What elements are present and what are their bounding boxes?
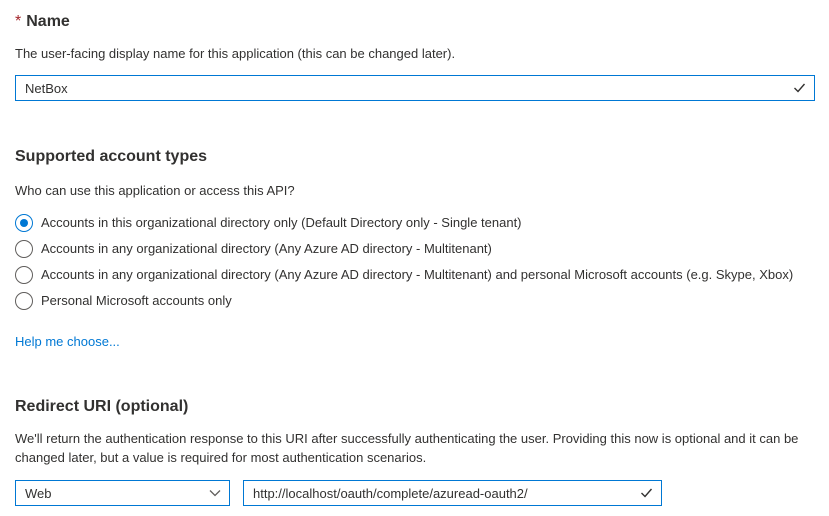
redirect-uri-inputs-row xyxy=(15,480,815,506)
name-section xyxy=(15,11,815,101)
radio-label: Personal Microsoft accounts only xyxy=(41,293,232,308)
account-types-title: Supported account types xyxy=(15,148,208,165)
redirect-uri-title: Redirect URI (optional) xyxy=(15,398,189,415)
radio-label: Accounts in any organizational directory (Any Azure AD directory - Multitenant) and personal Microsoft accounts (e.g. Skype, Xbox) xyxy=(41,267,794,282)
radio-button[interactable] xyxy=(15,266,33,284)
name-field-wrapper xyxy=(15,75,815,101)
redirect-uri-description: We'll return the authentication response to this URI after successfully authenticating the user. Providing this now is optional and it can be changed later, but a value is required for most authentication scenarios. xyxy=(15,431,799,465)
platform-select[interactable] xyxy=(15,480,230,506)
name-label xyxy=(15,11,815,32)
help-me-choose-link[interactable]: Help me choose... xyxy=(15,334,120,349)
account-types-question: Who can use this application or access this API? xyxy=(15,183,295,198)
radio-option-multitenant[interactable] xyxy=(15,236,815,262)
chevron-down-icon xyxy=(209,489,221,497)
required-asterisk: * xyxy=(15,13,22,30)
radio-option-personal-only[interactable] xyxy=(15,288,815,314)
platform-select-value: Web xyxy=(25,485,52,501)
redirect-uri-input[interactable] xyxy=(244,481,661,505)
name-input[interactable] xyxy=(16,76,814,100)
account-types-radio-group xyxy=(15,210,815,314)
valid-check-icon xyxy=(640,488,653,499)
name-label-text: Name xyxy=(26,13,70,30)
radio-option-multitenant-personal[interactable] xyxy=(15,262,815,288)
radio-label: Accounts in this organizational directory only (Default Directory only - Single tenant) xyxy=(41,215,522,230)
radio-button[interactable] xyxy=(15,292,33,310)
name-description: The user-facing display name for this application (this can be changed later). xyxy=(15,46,456,61)
radio-label: Accounts in any organizational directory (Any Azure AD directory - Multitenant) xyxy=(41,241,492,256)
account-types-section xyxy=(15,146,815,351)
valid-check-icon xyxy=(793,83,806,94)
redirect-uri-field-wrapper xyxy=(243,480,662,506)
radio-option-single-tenant[interactable] xyxy=(15,210,815,236)
redirect-uri-section xyxy=(15,396,815,506)
radio-button[interactable] xyxy=(15,214,33,232)
radio-button[interactable] xyxy=(15,240,33,258)
